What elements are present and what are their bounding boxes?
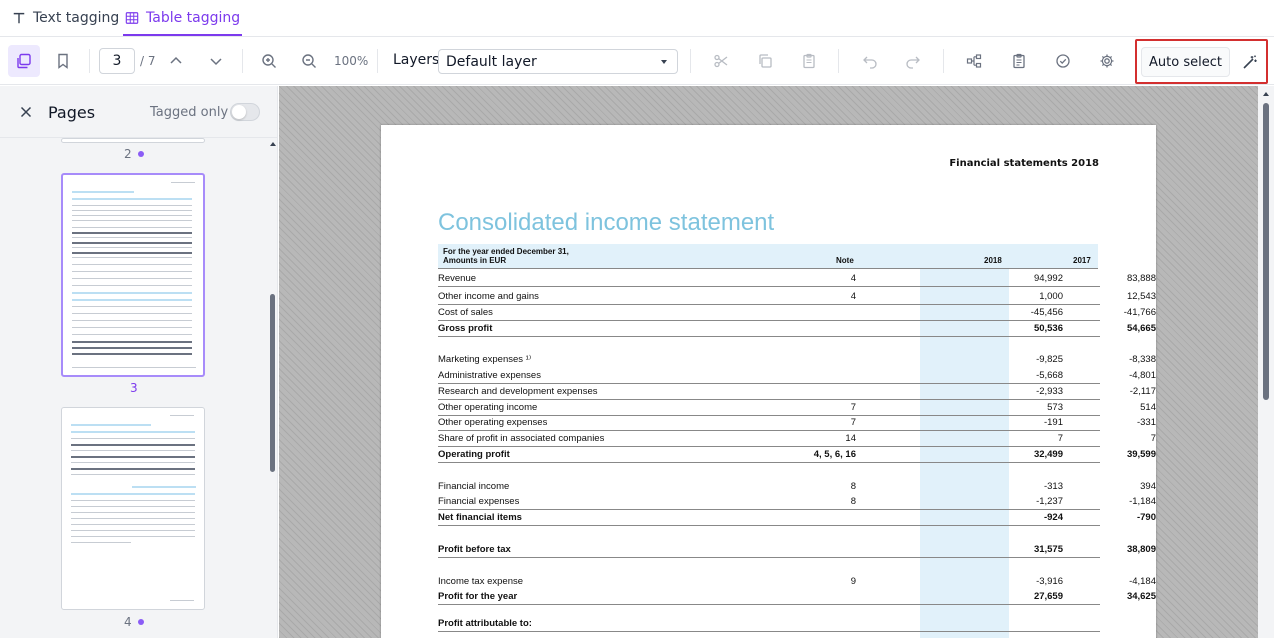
table-icon (125, 11, 139, 25)
sidebar-scrollbar[interactable] (270, 294, 275, 472)
tagged-dot-icon (138, 619, 144, 625)
layers-label: Layers (393, 52, 440, 68)
table-row[interactable] (438, 446, 1156, 462)
table-rule (438, 268, 1098, 269)
tagged-dot-icon (138, 151, 144, 157)
sidebar-header (0, 86, 278, 138)
undo-button[interactable] (854, 45, 886, 77)
row-label: Operating profit (438, 449, 510, 460)
table-row[interactable] (438, 399, 1156, 415)
row-label: Marketing expenses ¹⁾ (438, 354, 532, 365)
viewer-scroll-thumb[interactable] (1263, 103, 1269, 400)
check-circle-icon (1055, 53, 1071, 69)
row-value-2017: -4,184 (1129, 576, 1156, 587)
auto-select-highlight (1135, 39, 1268, 84)
page-number-4: 4 (124, 615, 132, 629)
table-row[interactable] (438, 478, 1156, 494)
cut-button[interactable] (705, 45, 737, 77)
row-label: Share of profit in associated companies (438, 433, 605, 444)
pages-sidebar (0, 86, 278, 638)
toolbar (0, 37, 1274, 85)
table-row[interactable] (438, 573, 1156, 589)
redo-button[interactable] (897, 45, 929, 77)
scissors-icon (713, 53, 729, 69)
tab-table-tagging-label: Table tagging (146, 10, 241, 26)
table-header-desc-1: For the year ended December 31, (443, 247, 569, 256)
row-label: Financial income (438, 481, 510, 492)
table-row[interactable] (438, 541, 1156, 557)
row-note: 14 (845, 433, 856, 444)
close-icon[interactable] (18, 104, 34, 120)
page-label-3 (130, 381, 138, 395)
magic-wand-icon (1242, 54, 1258, 70)
tab-table-tagging[interactable] (125, 0, 240, 36)
toolbar-divider (242, 49, 243, 73)
row-note: 4 (850, 291, 856, 302)
table-row[interactable] (438, 367, 1156, 383)
row-value-2017: -4,801 (1129, 370, 1156, 381)
row-value-2018: -2,933 (1036, 386, 1063, 397)
table-row[interactable] (438, 351, 1156, 367)
table-header-desc-2: Amounts in EUR (443, 256, 507, 265)
toolbar-divider (690, 49, 691, 73)
tab-text-tagging[interactable] (12, 0, 119, 36)
row-label: Net financial items (438, 512, 522, 523)
previous-page-button[interactable] (160, 45, 192, 77)
layer-select[interactable] (438, 49, 678, 74)
row-value-2017: -41,766 (1123, 307, 1156, 318)
tab-text-tagging-label: Text tagging (33, 10, 120, 26)
row-note: 4, 5, 6, 16 (813, 449, 856, 460)
table-row[interactable] (438, 288, 1156, 304)
scroll-up-icon[interactable] (1263, 92, 1269, 96)
validate-button[interactable] (1047, 45, 1079, 77)
mode-tabs (0, 0, 1274, 37)
zoom-in-icon (261, 53, 277, 69)
settings-button[interactable] (1091, 45, 1123, 77)
tagged-only-label: Tagged only (150, 105, 229, 120)
row-value-2018: -5,668 (1036, 370, 1063, 381)
toolbar-divider (838, 49, 839, 73)
row-label: Cost of sales (438, 307, 493, 318)
row-value-2017: -1,184 (1129, 496, 1156, 507)
sidebar-title: Pages (48, 103, 96, 122)
clipboard-list-icon (1011, 53, 1027, 69)
row-label: Revenue (438, 273, 477, 284)
row-value-2017: 514 (1140, 402, 1156, 413)
zoom-out-icon (301, 53, 317, 69)
zoom-level: 100% (334, 54, 369, 68)
row-label: Gross profit (438, 323, 493, 334)
row-note: 7 (850, 402, 856, 413)
next-page-button[interactable] (200, 45, 232, 77)
row-value-2018: -191 (1043, 417, 1063, 428)
page-header: Financial statements 2018 (949, 158, 1099, 169)
toolbar-divider (377, 49, 378, 73)
row-value-2017: 39,599 (1126, 449, 1156, 460)
page-number-2: 2 (124, 147, 132, 161)
row-label: Financial expenses (438, 496, 520, 507)
row-value-2018: 7 (1057, 433, 1063, 444)
table-row[interactable] (438, 588, 1156, 604)
zoom-in-button[interactable] (253, 45, 285, 77)
tagged-only-toggle[interactable] (230, 103, 260, 121)
row-value-2017: -2,117 (1129, 386, 1156, 397)
row-label: Profit attributable to: (438, 618, 532, 629)
row-value-2017: 54,665 (1126, 323, 1156, 334)
row-value-2018: 1,000 (1039, 291, 1063, 302)
row-value-2018: -3,916 (1036, 576, 1063, 587)
text-icon (12, 11, 26, 25)
row-label: Other operating income (438, 402, 538, 413)
bookmark-icon (55, 53, 71, 69)
row-value-2018: 31,575 (1033, 544, 1063, 555)
table-header-2018: 2018 (984, 256, 1002, 265)
row-label: Other operating expenses (438, 417, 548, 428)
row-value-2017: -790 (1136, 512, 1156, 523)
auto-select-button[interactable]: Auto select (1141, 47, 1230, 77)
row-value-2017: -8,338 (1129, 354, 1156, 365)
table-row[interactable] (438, 320, 1156, 336)
page-thumbnail-4[interactable] (61, 407, 205, 610)
table-row[interactable] (438, 430, 1156, 446)
zoom-out-button[interactable] (293, 45, 325, 77)
row-label: Profit for the year (438, 591, 518, 602)
document-viewer[interactable] (279, 86, 1258, 638)
row-label: Research and development expenses (438, 386, 598, 397)
pages-panel-button[interactable] (8, 45, 40, 77)
row-value-2017: 7 (1150, 433, 1156, 444)
table-row[interactable] (438, 383, 1156, 399)
row-note: 9 (850, 576, 856, 587)
row-value-2017: 38,809 (1126, 544, 1156, 555)
checklist-button[interactable] (1003, 45, 1035, 77)
row-value-2018: -9,825 (1036, 354, 1063, 365)
copy-icon (757, 53, 773, 69)
table-row[interactable] (438, 493, 1156, 509)
caret-down-icon (661, 60, 667, 64)
page-number-3: 3 (130, 381, 138, 395)
page-total: / 7 (140, 54, 156, 68)
document-page (381, 125, 1156, 638)
page-thumbnail-3[interactable] (61, 173, 205, 377)
table-row[interactable] (438, 304, 1156, 320)
table-row[interactable] (438, 414, 1156, 430)
magic-wand-button[interactable] (1235, 47, 1265, 77)
row-value-2018: -924 (1043, 512, 1063, 523)
statement-title: Consolidated income statement (438, 209, 775, 236)
table-header-2017: 2017 (1073, 256, 1091, 265)
row-value-2018: -313 (1043, 481, 1063, 492)
row-value-2018: -1,237 (1036, 496, 1063, 507)
row-value-2017: 83,888 (1126, 273, 1156, 284)
toolbar-divider (89, 49, 90, 73)
viewer-scrollbar[interactable] (1258, 86, 1274, 638)
table-row[interactable] (438, 509, 1156, 525)
row-value-2018: 94,992 (1033, 273, 1063, 284)
row-value-2018: 50,536 (1033, 323, 1063, 334)
row-value-2018: 573 (1047, 402, 1063, 413)
scroll-up-icon[interactable] (270, 142, 276, 146)
row-value-2017: -331 (1136, 417, 1156, 428)
structure-button[interactable] (958, 45, 990, 77)
row-label: Income tax expense (438, 576, 524, 587)
row-note: 8 (850, 496, 856, 507)
paste-button[interactable] (793, 45, 825, 77)
row-value-2017: 34,625 (1126, 591, 1156, 602)
row-value-2018: 27,659 (1033, 591, 1063, 602)
bookmark-button[interactable] (47, 45, 79, 77)
page-label-2 (124, 147, 144, 161)
row-label: Profit before tax (438, 544, 511, 555)
copy-pages-icon (16, 53, 32, 69)
table-row[interactable] (438, 615, 1098, 631)
layer-select-value: Default layer (446, 53, 537, 70)
copy-button[interactable] (749, 45, 781, 77)
gear-icon (1099, 53, 1115, 69)
hierarchy-icon (966, 53, 982, 69)
row-note: 7 (850, 417, 856, 428)
chevron-up-icon (168, 53, 184, 69)
table-row[interactable] (438, 270, 1156, 286)
undo-icon (862, 53, 878, 69)
page-thumbnail-2[interactable] (61, 138, 205, 143)
chevron-down-icon (208, 53, 224, 69)
page-number-input[interactable]: 3 (99, 48, 135, 74)
toggle-knob (232, 105, 246, 119)
row-note: 8 (850, 481, 856, 492)
row-note: 4 (850, 273, 856, 284)
row-value-2017: 394 (1140, 481, 1156, 492)
table-header-note: Note (836, 256, 854, 265)
redo-icon (905, 53, 921, 69)
row-label: Administrative expenses (438, 370, 541, 381)
clipboard-icon (801, 53, 817, 69)
row-label: Other income and gains (438, 291, 539, 302)
row-value-2018: -45,456 (1030, 307, 1063, 318)
row-value-2018: 32,499 (1033, 449, 1063, 460)
row-value-2017: 12,543 (1126, 291, 1156, 302)
toolbar-divider (943, 49, 944, 73)
page-label-4 (124, 615, 144, 629)
